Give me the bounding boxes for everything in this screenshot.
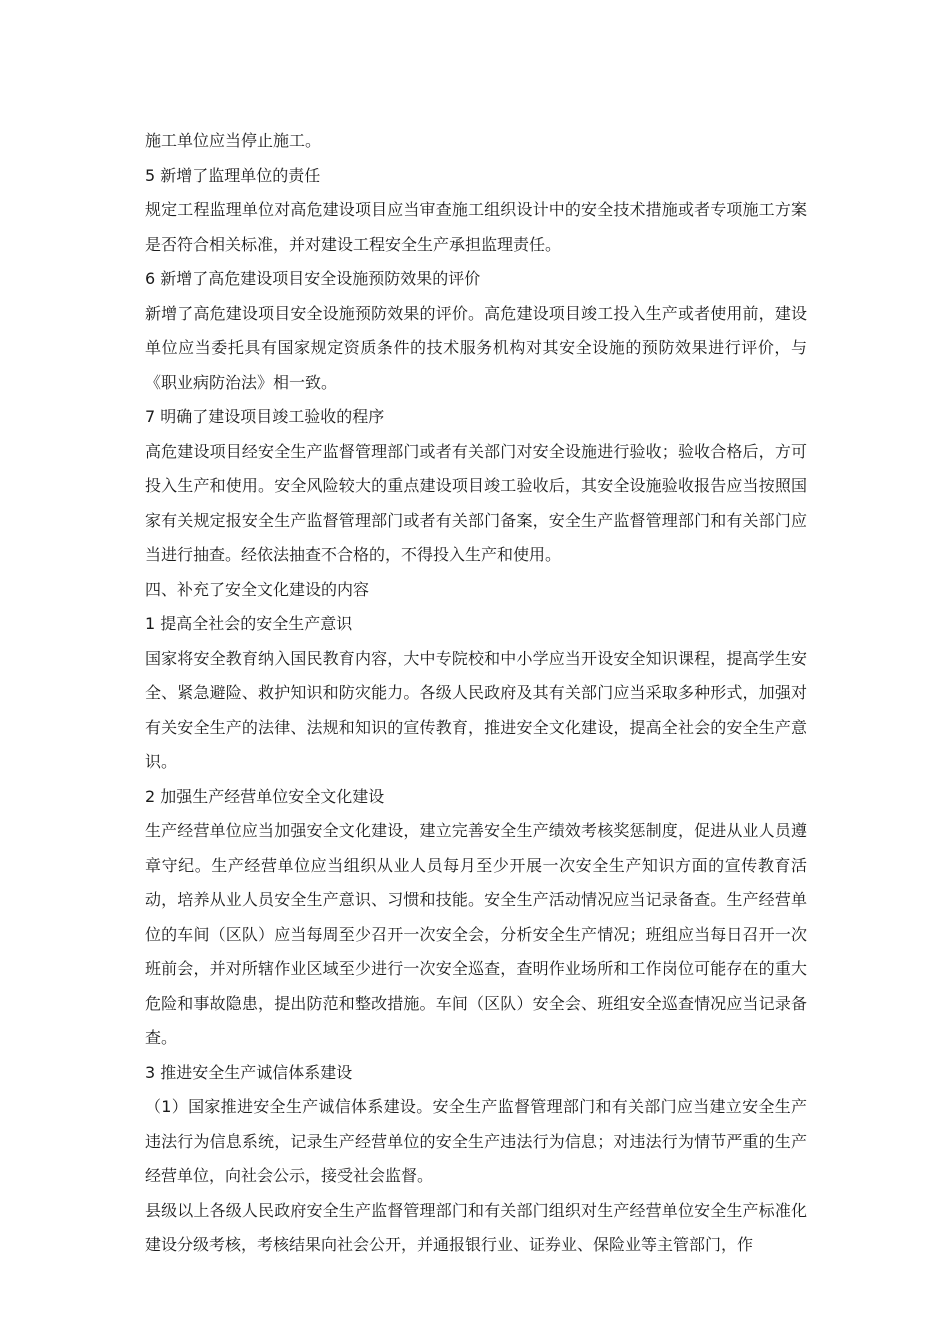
document-body xyxy=(145,124,807,1263)
paragraph: （1）国家推进安全生产诚信体系建设。安全生产监督管理部门和有关部门应当建立安全生产违法行为信息系统，记录生产经营单位的安全生产违法行为信息；对违法行为情节严重的生产经营单位，向社会公示，接受社会监督。 xyxy=(145,1097,807,1185)
section-heading: 7 明确了建设项目竣工验收的程序 xyxy=(145,407,385,426)
section-heading: 5 新增了监理单位的责任 xyxy=(145,165,321,185)
paragraph: 新增了高危建设项目安全设施预防效果的评价。高危建设项目竣工投入生产或者使用前，建设单位应当委托具有国家规定资质条件的技术服务机构对其安全设施的预防效果进行评价，与《职业病防治法》相一致。 xyxy=(145,303,807,392)
section-heading: 2 加强生产经营单位安全文化建设 xyxy=(145,786,385,806)
paragraph: 高危建设项目经安全生产监督管理部门或者有关部门对安全设施进行验收；验收合格后，方可投入生产和使用。安全风险较大的重点建设项目竣工验收后，其安全设施验收报告应当按照国家有关规定报安全生产监督管理部门或者有关部门备案，安全生产监督管理部门和有关部门应当进行抽查。经依法抽查不合格的，不得投入生产和使用。 xyxy=(145,441,807,564)
section-heading: 3 推进安全生产诚信体系建设 xyxy=(145,1062,353,1082)
paragraph: 国家将安全教育纳入国民教育内容，大中专院校和中小学应当开设安全知识课程，提高学生安全、紧急避险、救护知识和防灾能力。各级人民政府及其有关部门应当采取多种形式，加强对有关安全生产的法律、法规和知识的宣传教育，推进安全文化建设，提高全社会的安全生产意识。 xyxy=(145,648,807,771)
paragraph: 规定工程监理单位对高危建设项目应当审查施工组织设计中的安全技术措施或者专项施工方案是否符合相关标准，并对建设工程安全生产承担监理责任。 xyxy=(145,200,807,254)
chapter-heading: 四、补充了安全文化建设的内容 xyxy=(145,579,370,599)
section-heading: 1 提高全社会的安全生产意识 xyxy=(145,614,353,633)
section-heading: 6 新增了高危建设项目安全设施预防效果的评价 xyxy=(145,269,481,288)
paragraph: 施工单位应当停止施工。 xyxy=(145,131,322,150)
paragraph: 县级以上各级人民政府安全生产监督管理部门和有关部门组织对生产经营单位安全生产标准化建设分级考核，考核结果向社会公开，并通报银行业、证券业、保险业等主管部门，作 xyxy=(145,1200,807,1254)
paragraph: 生产经营单位应当加强安全文化建设，建立完善安全生产绩效考核奖惩制度，促进从业人员遵章守纪。生产经营单位应当组织从业人员每月至少开展一次安全生产知识方面的宣传教育活动，培养从业人员安全生产意识、习惯和技能。安全生产活动情况应当记录备查。生产经营单位的车间（区队）应当每周至少召开一次安全会，分析安全生产情况；班组应当每日召开一次班前会，并对所辖作业区域至少进行一次安全巡查，查明作业场所和工作岗位可能存在的重大危险和事故隐患，提出防范和整改措施。车间（区队）安全会、班组安全巡查情况应当记录备查。 xyxy=(145,821,807,1047)
